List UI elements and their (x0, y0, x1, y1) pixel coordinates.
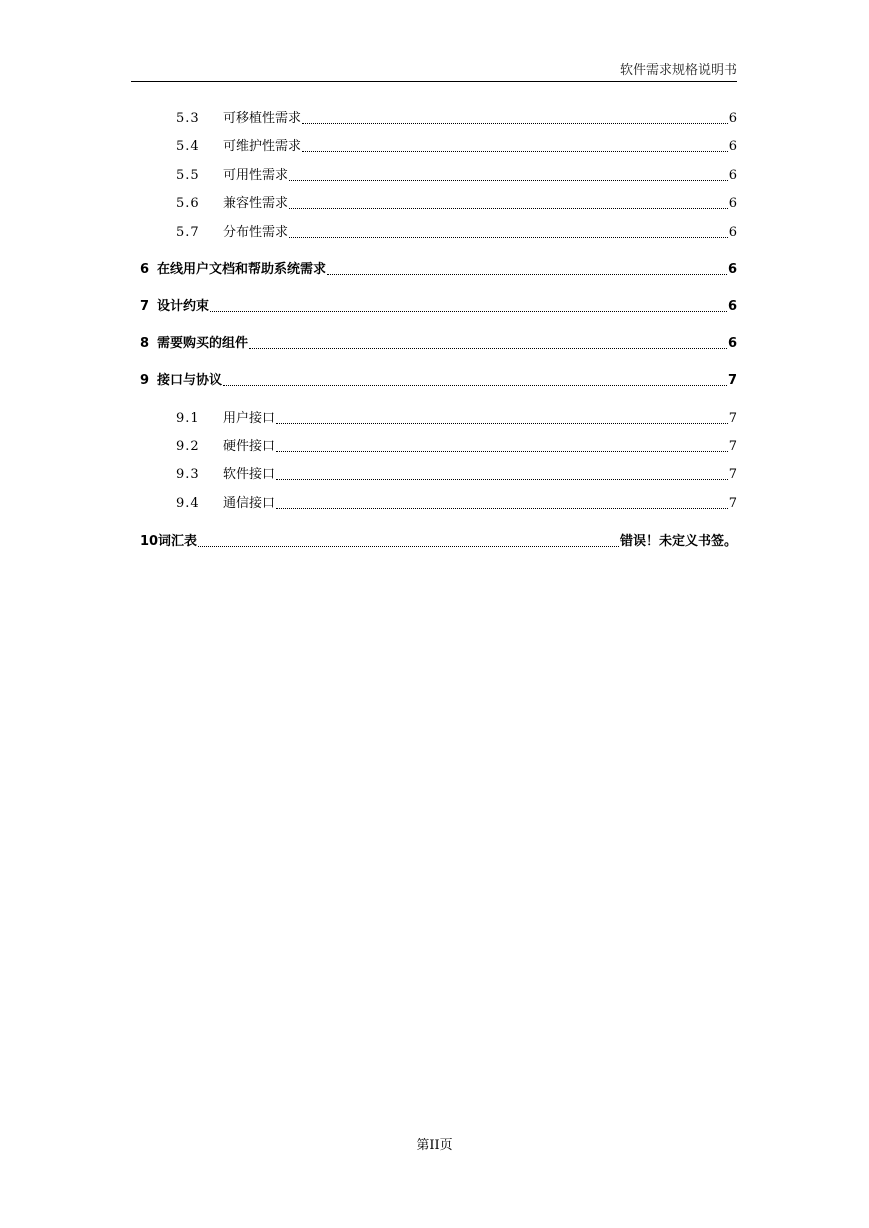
toc-entry-page: 6 (727, 299, 737, 314)
toc-entry-page: 7 (728, 439, 737, 454)
toc-dot-leader (223, 384, 727, 386)
toc-entry-page: 6 (727, 336, 737, 351)
toc-dot-leader (302, 122, 728, 124)
toc-dot-leader (302, 150, 728, 152)
toc-entry-title: 硬件接口 (223, 439, 276, 454)
toc-entry-6[interactable] (140, 261, 737, 279)
toc-entry-title: 通信接口 (223, 496, 276, 511)
toc-entry-9-4[interactable] (176, 495, 737, 513)
toc-entry-5-6[interactable] (176, 195, 737, 213)
toc-dot-leader (327, 273, 727, 275)
toc-dot-leader (289, 179, 728, 181)
toc-entry-page: 6 (728, 225, 737, 240)
toc-entry-number: 5.6 (176, 196, 200, 211)
toc-entry-number: 5.5 (176, 168, 200, 183)
toc-entry-page: 6 (728, 111, 737, 126)
toc-entry-9[interactable] (140, 372, 737, 390)
toc-entry-title: 软件接口 (223, 467, 276, 482)
toc-entry-number: 10 (140, 534, 159, 549)
toc-entry-10[interactable] (140, 533, 737, 551)
toc-dot-leader (276, 478, 728, 480)
toc-entry-5-7[interactable] (176, 224, 737, 242)
toc-dot-leader (276, 422, 728, 424)
toc-entry-number: 8 (140, 336, 150, 351)
toc-entry-5-3[interactable] (176, 110, 737, 128)
toc-entry-title: 需要购买的组件 (157, 336, 249, 351)
toc-entry-5-4[interactable] (176, 138, 737, 156)
toc-entry-number: 5.7 (176, 225, 200, 240)
page-header-title: 软件需求规格说明书 (619, 63, 737, 78)
toc-dot-leader (289, 236, 728, 238)
toc-entry-page: 错误！未定义书签。 (619, 534, 737, 549)
toc-entry-title: 可用性需求 (223, 168, 289, 183)
toc-dot-leader (210, 310, 727, 312)
header-rule (131, 81, 737, 82)
toc-entry-title: 接口与协议 (157, 373, 223, 388)
toc-entry-title: 词汇表 (158, 534, 198, 549)
toc-dot-leader (276, 450, 728, 452)
toc-entry-9-2[interactable] (176, 438, 737, 456)
toc-entry-number: 5.4 (176, 139, 200, 154)
toc-entry-number: 9.3 (176, 467, 200, 482)
toc-entry-9-3[interactable] (176, 466, 737, 484)
toc-entry-9-1[interactable] (176, 410, 737, 428)
toc-entry-number: 7 (140, 299, 150, 314)
toc-entry-7[interactable] (140, 298, 737, 316)
toc-dot-leader (249, 347, 727, 349)
toc-entry-title: 用户接口 (223, 411, 276, 426)
toc-entry-page: 6 (728, 196, 737, 211)
toc-entry-number: 5.3 (176, 111, 200, 126)
toc-entry-page: 7 (728, 467, 737, 482)
toc-entry-number: 9.2 (176, 439, 200, 454)
toc-entry-page: 6 (727, 262, 737, 277)
toc-dot-leader (198, 545, 619, 547)
toc-entry-title: 可移植性需求 (223, 111, 302, 126)
toc-entry-page: 7 (727, 373, 737, 388)
toc-entry-8[interactable] (140, 335, 737, 353)
toc-entry-number: 9.4 (176, 496, 200, 511)
toc-entry-number: 9 (140, 373, 150, 388)
toc-entry-page: 6 (728, 168, 737, 183)
toc-entry-page: 6 (728, 139, 737, 154)
toc-entry-number: 6 (140, 262, 150, 277)
toc-entry-title: 设计约束 (157, 299, 210, 314)
toc-entry-page: 7 (728, 411, 737, 426)
toc-dot-leader (276, 507, 728, 509)
toc-entry-5-5[interactable] (176, 167, 737, 185)
toc-entry-page: 7 (728, 496, 737, 511)
toc-dot-leader (289, 207, 728, 209)
toc-entry-title: 兼容性需求 (223, 196, 289, 211)
toc-entry-title: 分布性需求 (223, 225, 289, 240)
page-number-footer: 第II页 (416, 1138, 453, 1153)
toc-entry-title: 可维护性需求 (223, 139, 302, 154)
toc-entry-number: 9.1 (176, 411, 200, 426)
toc-entry-title: 在线用户文档和帮助系统需求 (157, 262, 327, 277)
